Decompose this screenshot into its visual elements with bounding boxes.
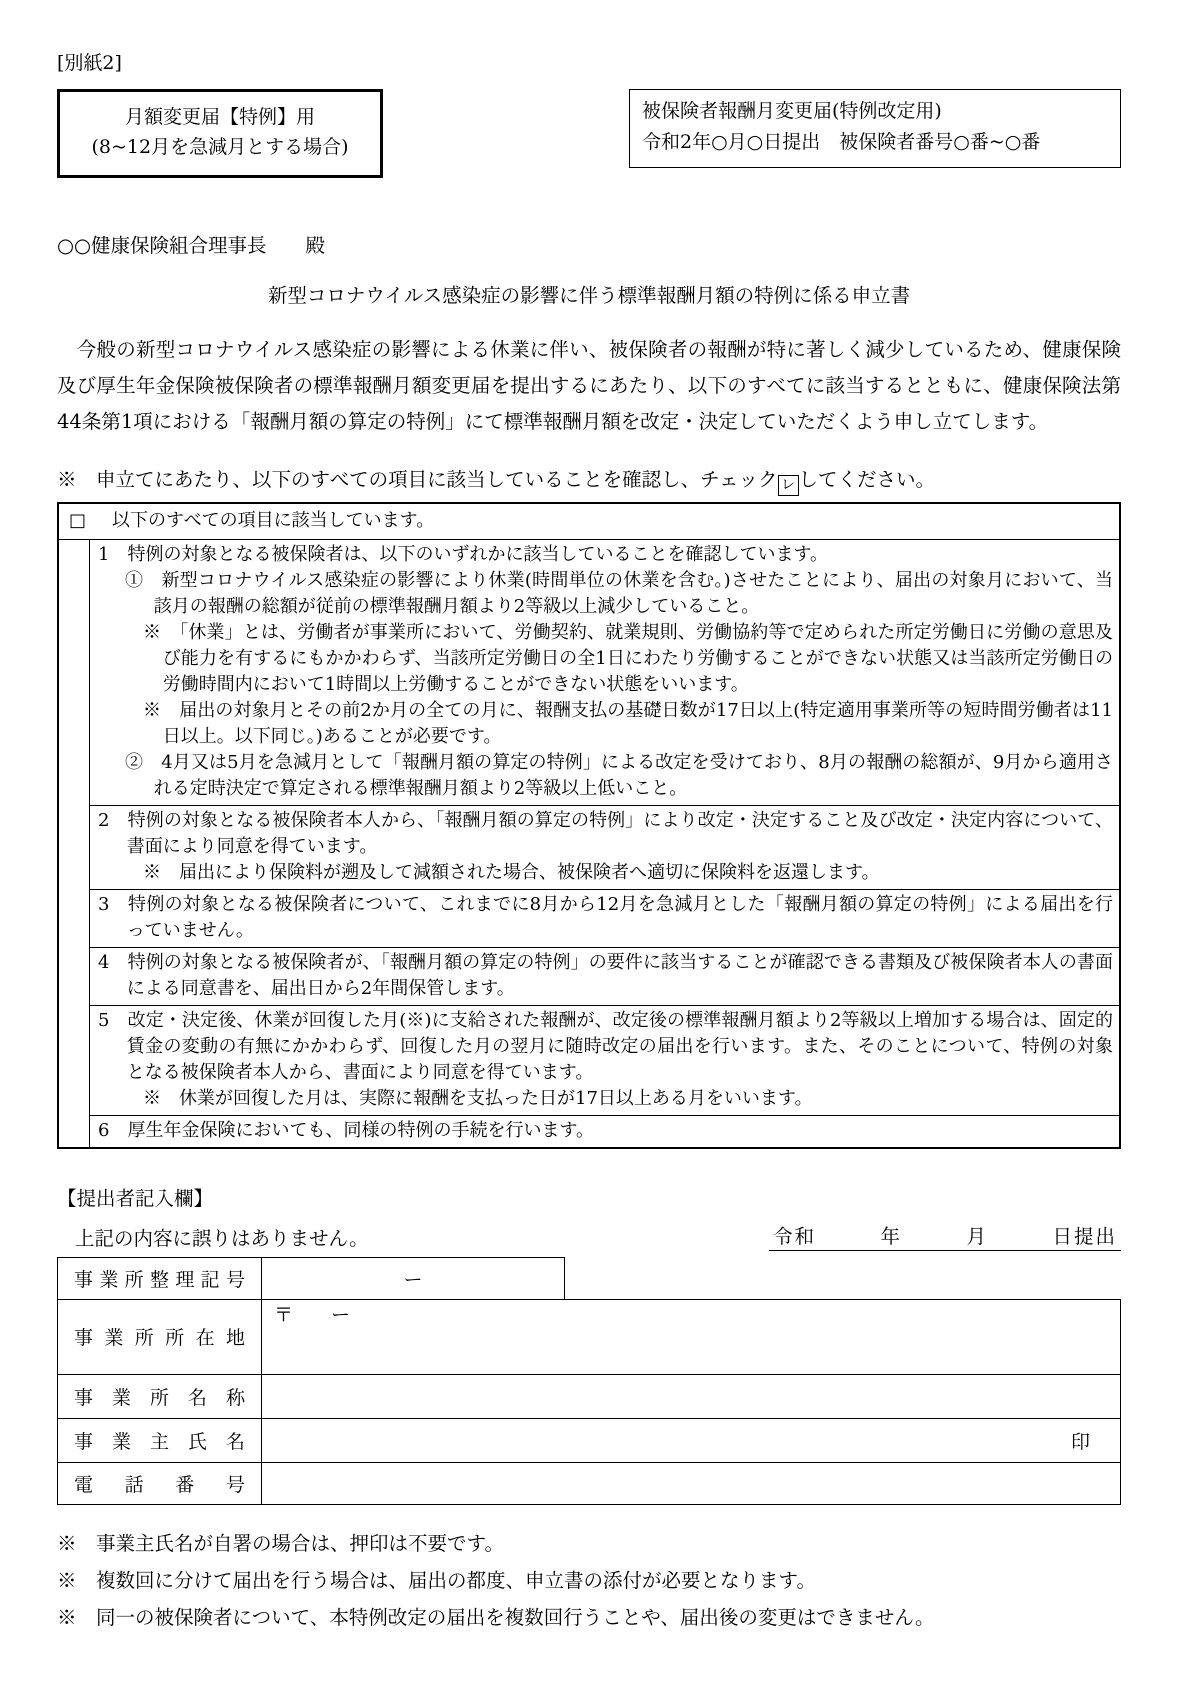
- phone-input[interactable]: [262, 1462, 1121, 1505]
- check-instruction-prefix: ※ 申立てにあたり、以下のすべての項目に該当していることを確認し、チェック: [57, 467, 778, 491]
- seal-mark: 印: [1070, 1430, 1090, 1453]
- footnotes: [57, 1525, 1121, 1636]
- form-type-box: [57, 89, 383, 178]
- confirmation-text: 上記の内容に誤りはありません。: [75, 1226, 369, 1250]
- office-address-input[interactable]: [262, 1299, 1121, 1375]
- form-type-line1: 月額変更届【特例】用: [124, 106, 315, 128]
- checklist-item-4: [90, 947, 1119, 1005]
- submission-date-field[interactable]: 令和 年 月 日提出: [769, 1221, 1121, 1251]
- form-type-line2: (8~12月を急減月とする場合): [91, 136, 349, 159]
- office-code-row: [57, 1257, 1121, 1300]
- item1-sub1-text: ① 新型コロナウイルス感染症の影響により休業(時間単位の休業を含む。)させたことにより、届出の対象月において、当該月の報酬の総額が従前の標準報酬月額より2等級以上減少していること。: [125, 569, 1113, 617]
- item1-note1-text: ※ 「休業」とは、労働者が事業所において、労働契約、就業規則、労働協約等で定められた所定労働日に労働の意思及び能力を有するにもかかわらず、当該所定労働日の全1日にわたり労働することができない状態又は当該所定労働日の労働時間内において1時間以上労働することができない状態をいいます。: [143, 621, 1113, 695]
- postal-dash: ー: [331, 1303, 351, 1326]
- item3-main-text: 3 特例の対象となる被保険者について、これまでに8月から12月を急減月とした「報酬月額の算定の特例」による届出を行っていません。: [98, 893, 1113, 941]
- footnote-1: ※ 事業主氏名が自署の場合は、押印は不要です。: [57, 1531, 504, 1555]
- owner-name-label: 事業主氏名: [57, 1418, 262, 1463]
- item2-note-text: ※ 届出により保険料が遡及して減額された場合、被保険者へ適切に保険料を返還します。: [143, 861, 880, 883]
- check-instruction: [57, 464, 1121, 496]
- checklist-item-1: [90, 540, 1119, 805]
- checklist-item-5: [90, 1005, 1119, 1115]
- footnote-3: ※ 同一の被保険者について、本特例改定の届出を複数回行うことや、届出後の変更はできません。: [57, 1605, 935, 1629]
- check-instruction-suffix: してください。: [798, 467, 936, 491]
- office-name-row: [57, 1374, 1121, 1419]
- phone-label: 電話番号: [57, 1462, 262, 1505]
- checklist-items: [90, 540, 1119, 1147]
- checklist-gutter: [59, 540, 90, 1147]
- office-code-label: 事業所整理記号: [57, 1257, 262, 1300]
- item1-main-text: 1 特例の対象となる被保険者は、以下のいずれかに該当していることを確認しています。: [98, 543, 829, 565]
- item1-sub2-text: ② 4月又は5月を急減月として「報酬月額の算定の特例」による改定を受けており、8月の報酬の総額が、9月から適用される定時決定で算定される標準報酬月額より2等級以上低いこと。: [125, 751, 1113, 799]
- item5-main-text: 5 改定・決定後、休業が回復した月(※)に支給された報酬が、改定後の標準報酬月額より2等級以上増加する場合は、固定的賃金の変動の有無にかかわらず、回復した月の翌月に随時改定の届出を行います。また、そのことについて、特例の対象となる被保険者本人から、書面により同意を得ています。: [98, 1009, 1113, 1083]
- submitter-section-title: 【提出者記入欄】: [57, 1186, 214, 1210]
- attachment-label: [別紙2]: [57, 52, 122, 74]
- footnote-2: ※ 複数回に分けて届出を行う場合は、届出の都度、申立書の添付が必要となります。: [57, 1568, 816, 1592]
- item4-main-text: 4 特例の対象となる被保険者が、「報酬月額の算定の特例」の要件に該当することが確認できる書類及び被保険者本人の書面による同意書を、届出日から2年間保管します。: [98, 951, 1113, 999]
- checklist-header-text: 以下のすべての項目に該当しています。: [112, 509, 435, 531]
- submitter-form-table: [57, 1257, 1121, 1505]
- checklist-body: [59, 540, 1119, 1147]
- checklist-item-3: [90, 889, 1119, 947]
- checklist-item-6: [90, 1115, 1119, 1147]
- header-row: [57, 89, 1121, 178]
- postal-line: [274, 1304, 1108, 1327]
- checklist-table: [57, 502, 1121, 1149]
- owner-name-input[interactable]: [262, 1418, 1121, 1463]
- item5-note-text: ※ 休業が回復した月は、実際に報酬を支払った日が17日以上ある月をいいます。: [143, 1087, 813, 1109]
- office-code-input[interactable]: ー: [262, 1257, 565, 1300]
- body-paragraph: 今般の新型コロナウイルス感染症の影響による休業に伴い、被保険者の報酬が特に著しく減少しているため、健康保険及び厚生年金保険被保険者の標準報酬月額変更届を提出するにあたり、以下のすべてに該当するとともに、健康保険法第44条第1項における「報酬月額の算定の特例」にて標準報酬月額を改定・決定していただくよう申し立てします。: [57, 337, 1121, 433]
- office-name-label: 事業所名称: [57, 1374, 262, 1419]
- postal-mark: 〒: [274, 1303, 294, 1326]
- form-title-line1: 被保険者報酬月変更届(特例改定用): [642, 100, 942, 122]
- item1-note2-text: ※ 届出の対象月とその前2か月の全ての月に、報酬支払の基礎日数が17日以上(特定適用事業所等の短時間労働者は11日以上。以下同じ。)あることが必要です。: [143, 699, 1113, 747]
- owner-name-row: [57, 1418, 1121, 1463]
- form-title-line2: 令和2年○月○日提出 被保険者番号○番~○番: [642, 131, 1041, 154]
- checklist-header: [59, 504, 1119, 540]
- checkmark-box-icon: [778, 475, 799, 496]
- office-address-row: [57, 1299, 1121, 1375]
- agree-all-checkbox[interactable]: □: [69, 509, 87, 531]
- addressee: ○○健康保険組合理事長 殿: [57, 233, 326, 257]
- item6-main-text: 6 厚生年金保険においても、同様の特例の手続を行います。: [98, 1119, 595, 1141]
- submitter-line: [57, 1221, 1121, 1251]
- office-address-label: 事業所所在地: [57, 1299, 262, 1375]
- item2-main-text: 2 特例の対象となる被保険者本人から、「報酬月額の算定の特例」により改定・決定すること及び改定・決定内容について、書面により同意を得ています。: [98, 809, 1113, 857]
- checkmark-glyph: レ: [781, 476, 796, 493]
- office-name-input[interactable]: [262, 1374, 1121, 1419]
- form-title-box: [629, 89, 1121, 168]
- phone-row: [57, 1462, 1121, 1505]
- document-title: 新型コロナウイルス感染症の影響に伴う標準報酬月額の特例に係る申立書: [267, 283, 911, 307]
- checklist-item-2: [90, 805, 1119, 889]
